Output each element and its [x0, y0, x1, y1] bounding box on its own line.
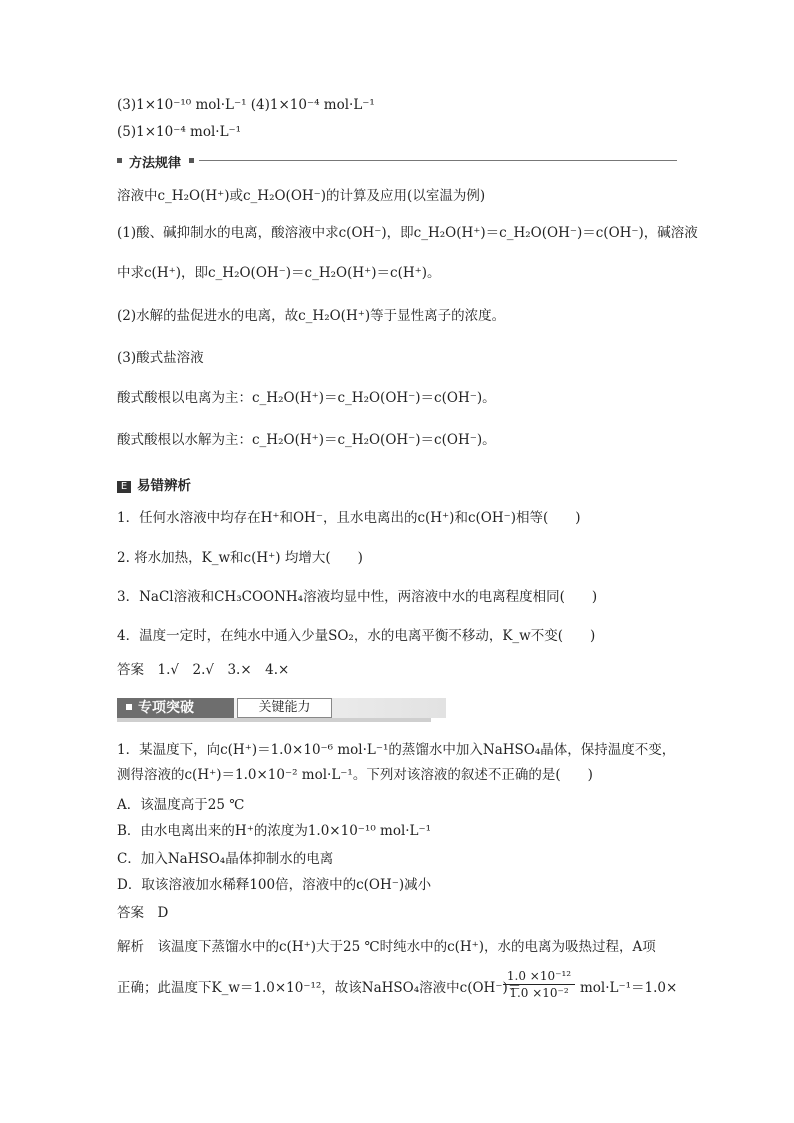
error-item-1: 1．任何水溶液中均存在H⁺和OH⁻，且水电离出的c(H⁺)和c(OH⁻)相等( ) — [117, 510, 581, 526]
section-banner — [117, 698, 431, 722]
problem-stem-line-1: 1．某温度下，向c(H⁺)＝1.0×10⁻⁶ mol·L⁻¹的蒸馏水中加入NaHSO₄晶体，保持温度不变， — [117, 742, 676, 758]
fraction-numerator: 1.0 ×10⁻¹² — [503, 969, 575, 985]
bullet-icon — [117, 158, 122, 163]
banner-main-label: 专项突破 — [138, 700, 194, 716]
error-analysis-header — [117, 474, 191, 494]
explanation-line-2b: mol·L⁻¹＝1.0× — [580, 980, 678, 996]
error-section-icon: E — [117, 481, 131, 493]
error-section-title: 易错辨析 — [137, 478, 191, 494]
fraction — [503, 969, 575, 1000]
method-paragraph-1b: 中求c(H⁺)，即c_H₂O(OH⁻)＝c_H₂O(H⁺)＝c(H⁺)。 — [117, 265, 441, 281]
option-a: A．该温度高于25 ℃ — [117, 797, 245, 813]
explanation-line-1: 解析 该温度下蒸馏水中的c(H⁺)大于25 ℃时纯水中的c(H⁺)，水的电离为吸热过程，A项 — [117, 939, 656, 955]
option-c: C．加入NaHSO₄晶体抑制水的电离 — [117, 851, 334, 867]
divider — [199, 160, 677, 161]
bullet-icon — [189, 158, 194, 163]
method-section-title: 方法规律 — [129, 156, 182, 171]
square-icon — [126, 704, 132, 710]
explanation-line-2a: 正确；此温度下K_w＝1.0×10⁻¹²，故该NaHSO₄溶液中c(OH⁻)＝ — [117, 980, 522, 996]
fraction-denominator: 1.0 ×10⁻² — [509, 986, 569, 1000]
method-paragraph-5: 酸式酸根以水解为主：c_H₂O(H⁺)＝c_H₂O(OH⁻)＝c(OH⁻)。 — [117, 432, 496, 448]
problem-stem-line-2: 测得溶液的c(H⁺)＝1.0×10⁻² mol·L⁻¹。下列对该溶液的叙述不正确的是( ) — [117, 767, 593, 783]
method-paragraph-1a: (1)酸、碱抑制水的电离，酸溶液中求c(OH⁻)，即c_H₂O(H⁺)＝c_H₂O(OH⁻)＝c(OH⁻)，碱溶液 — [117, 225, 698, 241]
error-item-4: 4．温度一定时，在纯水中通入少量SO₂，水的电离平衡不移动，K_w不变( ) — [117, 628, 596, 644]
method-paragraph-3: (3)酸式盐溶液 — [117, 350, 204, 366]
banner-sub-label: 关键能力 — [237, 698, 332, 718]
error-item-2: 2. 将水加热，K_w和c(H⁺) 均增大( ) — [117, 550, 363, 566]
error-answer: 答案 1.√ 2.√ 3.× 4.× — [117, 662, 290, 678]
method-paragraph-2: (2)水解的盐促进水的电离，故c_H₂O(H⁺)等于显性离子的浓度。 — [117, 308, 506, 324]
method-paragraph-4: 酸式酸根以电离为主：c_H₂O(H⁺)＝c_H₂O(OH⁻)＝c(OH⁻)。 — [117, 390, 496, 406]
method-section-header — [117, 153, 677, 171]
previous-answers-line-1: (3)1×10⁻¹⁰ mol·L⁻¹ (4)1×10⁻⁴ mol·L⁻¹ — [117, 97, 375, 113]
option-b: B．由水电离出来的H⁺的浓度为1.0×10⁻¹⁰ mol·L⁻¹ — [117, 823, 432, 839]
banner-underline — [117, 718, 431, 722]
previous-answers-line-2: (5)1×10⁻⁴ mol·L⁻¹ — [117, 124, 242, 140]
option-d: D．取该溶液加水稀释100倍，溶液中的c(OH⁻)减小 — [117, 877, 432, 893]
problem-answer: 答案 D — [117, 905, 169, 921]
banner-main — [117, 698, 234, 718]
error-item-3: 3．NaCl溶液和CH₃COONH₄溶液均显中性，两溶液中水的电离程度相同( ) — [117, 589, 598, 605]
method-heading: 溶液中c_H₂O(H⁺)或c_H₂O(OH⁻)的计算及应用(以室温为例) — [117, 188, 486, 204]
